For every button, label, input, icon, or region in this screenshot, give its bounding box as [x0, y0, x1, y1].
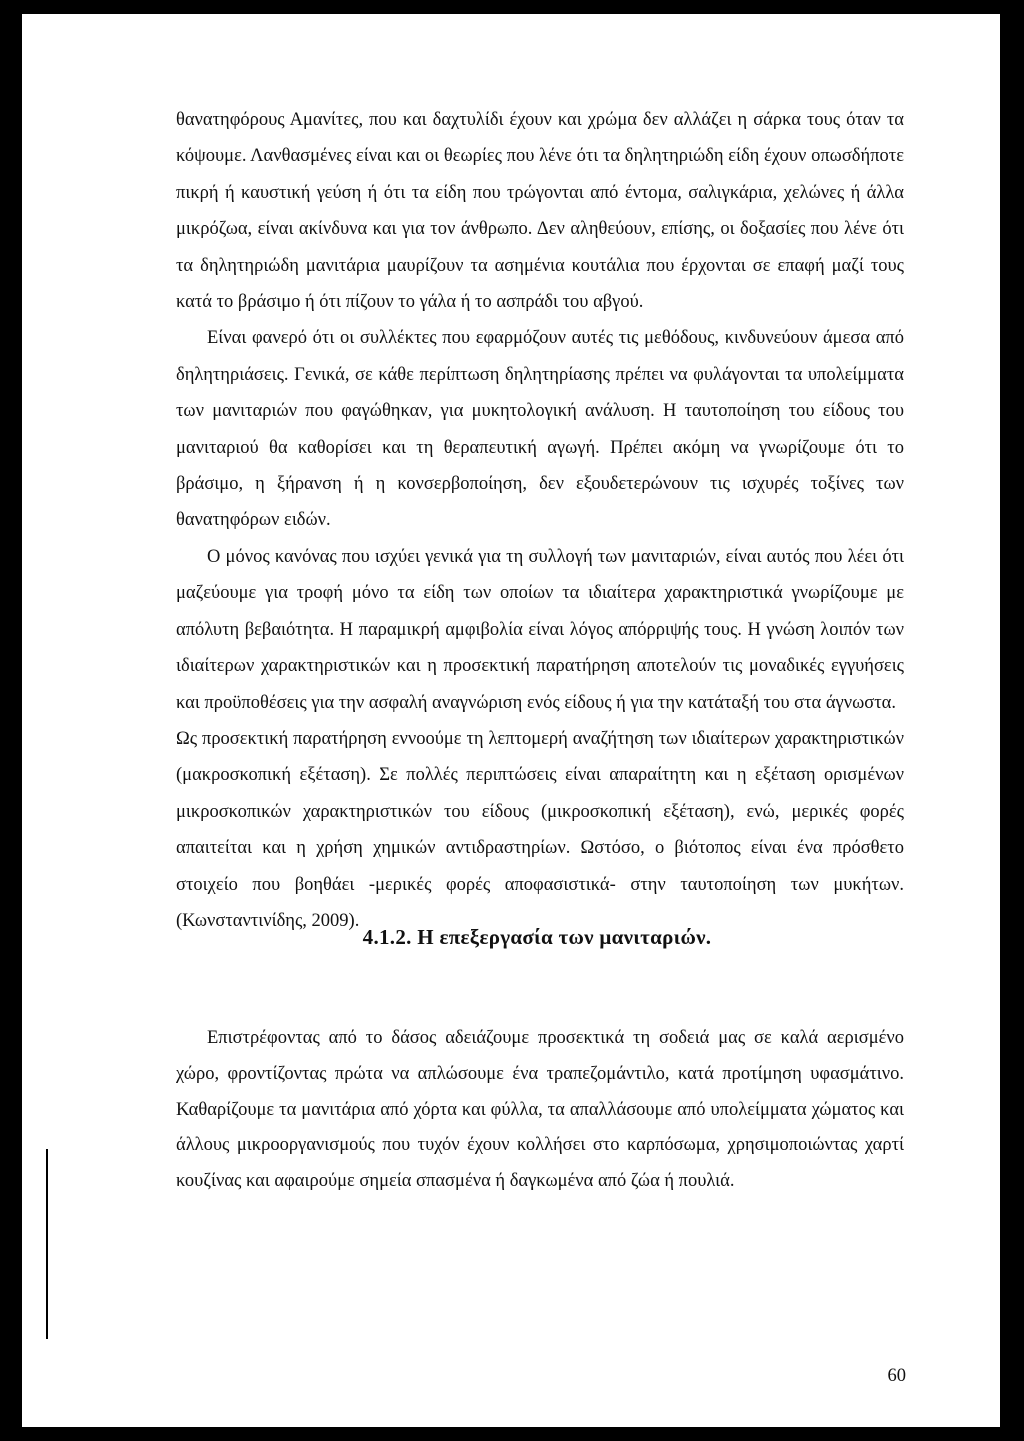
margin-line: [46, 1149, 48, 1339]
paragraph: Επιστρέφοντας από το δάσος αδειάζουμε προσεκτικά τη σοδειά μας σε καλά αερισμένο χώρο, φροντίζοντας πρώτα να απλώσουμε ένα τραπεζομάντιλο, κατά προτίμηση υφασμάτινο. Καθαρίζουμε τα μανιτάρια από χόρτα και φύλλα, τα απαλλάσουμε από υπολείμματα χώματος και άλλους μικροοργανισμούς που τυχόν έχουν κολλήσει στο καρπόσωμα, χρησιμοποιώντας χαρτί κουζίνας και αφαιρούμε σημεία σπασμένα ή δαγκωμένα από ζώα ή πουλιά.: [176, 1028, 904, 1192]
paragraph: Είναι φανερό ότι οι συλλέκτες που εφαρμόζουν αυτές τις μεθόδους, κινδυνεύουν άμεσα από δηλητηριάσεις. Γενικά, σε κάθε περίπτωση δηλητηρίασης πρέπει να φυλάγονται τα υπολείμματα των μανιταριών που φαγώθηκαν, για μυκητολογική ανάλυση. Η ταυτοποίηση του είδους του μανιταριού θα καθορίσει και τη θεραπευτική αγωγή. Πρέπει ακόμη να γνωρίζουμε ότι το βράσιμο, η ξήρανση ή η κονσερβοποίηση, δεν εξουδετερώνουν τις ισχυρές τοξίνες των θανατηφόρων ειδών.: [176, 328, 904, 531]
body-text-top: [176, 102, 904, 939]
section-heading-text: 4.1.2. Η επεξεργασία των μανιταριών.: [362, 925, 712, 949]
body-text-bottom: [176, 1021, 904, 1200]
page-number: 60: [887, 1366, 906, 1386]
paragraph: Ο μόνος κανόνας που ισχύει γενικά για τη συλλογή των μανιταριών, είναι αυτός που λέει ότι μαζεύουμε για τροφή μόνο τα είδη των οποίων τα ιδιαίτερα χαρακτηριστικά γνωρίζουμε με απόλυτη βεβαιότητα. Η παραμικρή αμφιβολία είναι λόγος απόρριψής τους. Η γνώση λοιπόν των ιδιαίτερων χαρακτηριστικών και η προσεκτική παρατήρηση αποτελούν τις μοναδικές εγγυήσεις και προϋποθέσεις για την ασφαλή αναγνώριση ενός είδους ή για την κατάταξή του στα άγνωστα.: [176, 546, 904, 713]
section-heading: [0, 922, 1024, 952]
paragraph: Ως προσεκτική παρατήρηση εννοούμε τη λεπτομερή αναζήτηση των ιδιαίτερων χαρακτηριστικών (μακροσκοπική εξέταση). Σε πολλές περιπτώσεις είναι απαραίτητη και η εξέταση ορισμένων μικροσκοπικών χαρακτηριστικών του είδους (μικροσκοπική εξέταση), ενώ, μερικές φορές απαιτείται και η χρήση χημικών αντιδραστηρίων. Ωστόσο, ο βιότοπος είναι ένα πρόσθετο στοιχείο που βοηθάει -μερικές φορές αποφασιστικά- στην ταυτοποίηση των μυκήτων. (Κωνσταντινίδης, 2009).: [176, 728, 904, 931]
paragraph: θανατηφόρους Αμανίτες, που και δαχτυλίδι έχουν και χρώμα δεν αλλάζει η σάρκα τους όταν τα κόψουμε. Λανθασμένες είναι και οι θεωρίες που λένε ότι τα δηλητηριώδη είδη έχουν οπωσδήποτε πικρή ή καυστική γεύση ή ότι τα είδη που τρώγονται από έντομα, σαλιγκάρια, χελώνες ή άλλα μικρόζωα, είναι ακίνδυνα και για τον άνθρωπο. Δεν αληθεύουν, επίσης, οι δοξασίες που λένε ότι τα δηλητηριώδη μανιτάρια μαυρίζουν τα ασημένια κουτάλια που έρχονται σε επαφή μαζί τους κατά το βράσιμο ή ότι πίζουν το γάλα ή το ασπράδι του αβγού.: [176, 110, 904, 313]
